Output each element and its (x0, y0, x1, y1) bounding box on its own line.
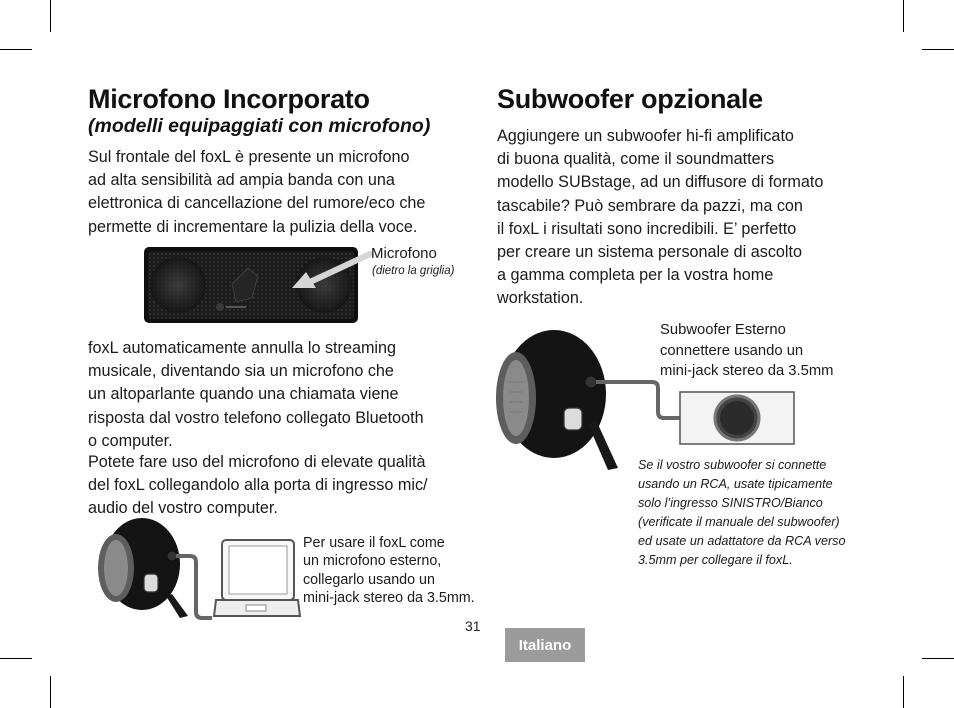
mic-sublabel: (dietro la griglia) (372, 265, 455, 277)
page-number: 31 (465, 618, 481, 634)
crop-mark (0, 658, 32, 659)
right-paragraph-1: Aggiungere un subwoofer hi-fi amplificato di buona qualità, come il soundmatters modello SUBstage, ad un diffusore di formato tascabile? Può sembrare da pazzi, ma con il foxL i risultati sono incredibili. E’ perfetto per creare un sistema personale di ascolto a gamma completa per la vostra home workstation. (497, 127, 824, 308)
subwoofer-caption: Subwoofer Esterno connettere usando un mini-jack stereo da 3.5mm (660, 322, 834, 379)
crop-mark (903, 676, 904, 708)
laptop-connection-figure (92, 512, 302, 624)
crop-mark (50, 0, 51, 32)
pointer-arrow-icon (288, 250, 374, 292)
language-tab: Italiano (505, 628, 585, 662)
crop-mark (903, 0, 904, 32)
left-title: Microfono Incorporato (88, 84, 370, 114)
crop-mark (0, 49, 32, 50)
left-paragraph-2: foxL automaticamente annulla lo streaming musicale, diventando sia un microfono che un altoparlante quando una chiamata viene risposta dal vostro telefono collegato Bluetooth o computer. (88, 339, 424, 450)
left-paragraph-3: Potete fare uso del microfono di elevate qualità del foxL collegandolo alla porta di ingresso mic/ audio del vostro computer. (88, 453, 428, 518)
left-subtitle: (modelli equipaggiati con microfono) (88, 115, 431, 137)
right-title: Subwoofer opzionale (497, 84, 763, 114)
left-paragraph-1: Sul frontale del foxL è presente un microfono ad alta sensibilità ad ampia banda con una elettronica di cancellazione del rumore/eco che permette di incrementare la pulizia della voce. (88, 148, 426, 236)
rca-note: Se il vostro subwoofer si connette usando un RCA, usate tipicamente solo l’ingresso SINISTRO/Bianco (verificate il manuale del subwoofer) ed usate un adattatore da RCA verso 3.5mm per collegare il foxL. (638, 458, 846, 567)
crop-mark (922, 658, 954, 659)
crop-mark (50, 676, 51, 708)
laptop-caption: Per usare il foxL come un microfono esterno, collegarlo usando un mini-jack stereo da 3.5mm. (303, 535, 475, 607)
crop-mark (922, 49, 954, 50)
mic-label: Microfono (371, 245, 437, 262)
